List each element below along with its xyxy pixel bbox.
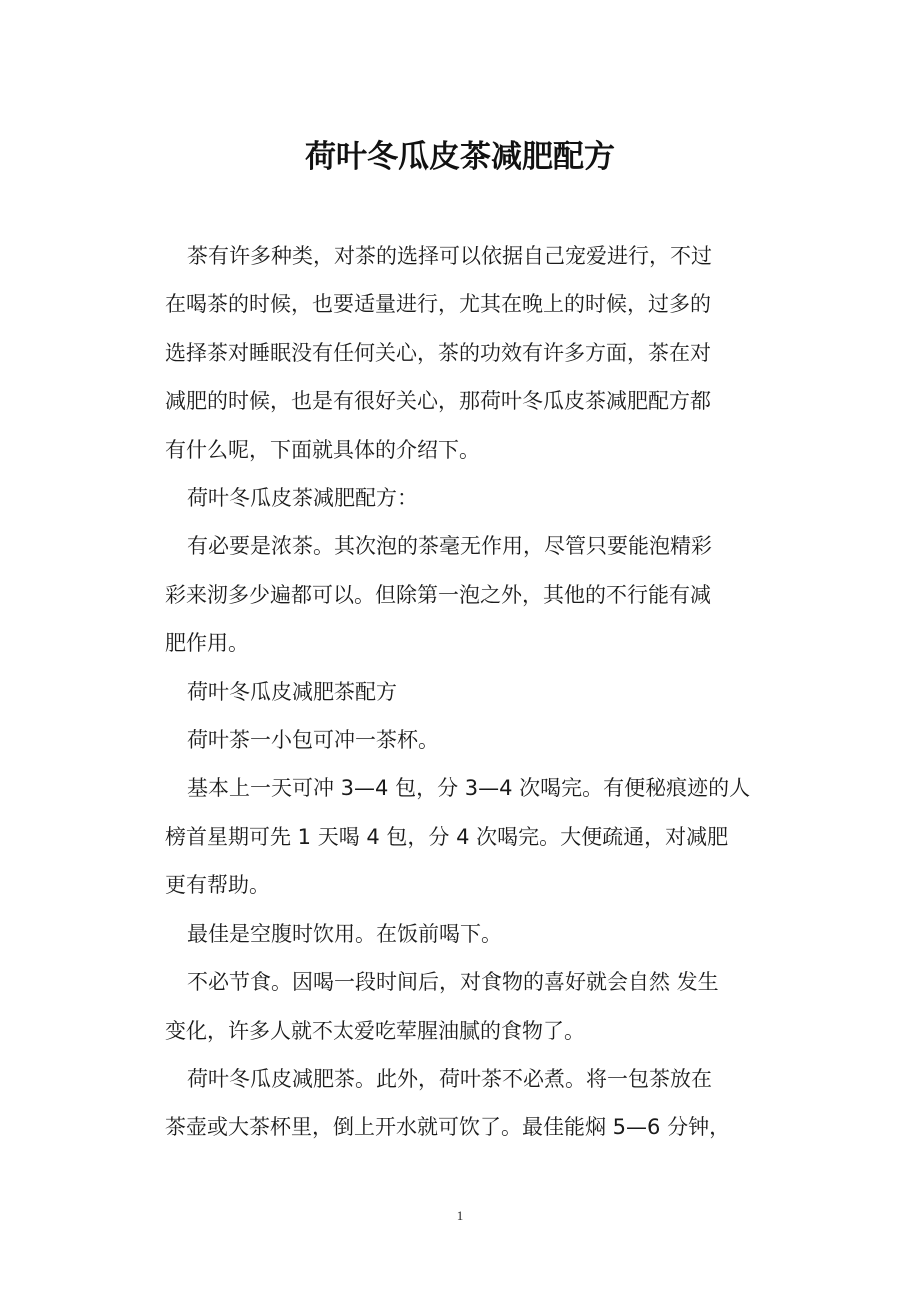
text-line: 基本上一天可冲 3—4 包，分 3—4 次喝完。有便秘痕迹的人 [187,776,751,801]
text-line: 有什么呢，下面就具体的介绍下。 [165,437,480,462]
paragraph-one-pack [165,716,787,764]
text-line: 更有帮助。 [165,873,270,898]
paragraph-brewing [165,1055,787,1152]
section-heading-recipe [165,474,787,522]
paragraph-empty-stomach [165,910,787,958]
text-line: 荷叶冬瓜皮减肥茶配方 [187,679,397,704]
text-line: 荷叶冬瓜皮减肥茶。此外，荷叶茶不必煮。将一包茶放在 [187,1066,712,1091]
text-line: 彩来沏多少遍都可以。但除第一泡之外，其他的不行能有减 [165,582,711,607]
paragraph-daily-dosage [165,764,787,909]
document-body [165,232,787,1152]
text-line: 荷叶冬瓜皮茶减肥配方： [187,486,418,511]
section-heading-tea-recipe [165,668,787,716]
text-line: 茶有许多种类，对茶的选择可以依据自己宠爱进行，不过 [187,244,712,268]
page-number: 1 [456,1208,464,1223]
text-line: 最佳是空腹时饮用。在饭前喝下。 [187,921,502,946]
text-line: 榜首星期可先 1 天喝 4 包，分 4 次喝完。大便疏通，对减肥 [165,824,729,849]
text-line: 在喝茶的时候，也要适量进行，尤其在晚上的时候，过多的 [165,292,711,317]
text-line: 不必节食。因喝一段时间后，对食物的喜好就会自然 发生 [187,970,719,995]
text-line: 荷叶茶一小包可冲一茶杯。 [187,728,439,753]
text-line: 选择茶对睡眠没有任何关心，茶的功效有许多方面，茶在对 [165,340,711,365]
text-line: 肥作用。 [165,631,249,656]
text-line: 茶壶或大茶杯里，倒上开水就可饮了。最佳能焖 5—6 分钟， [165,1115,731,1140]
text-line: 减肥的时候，也是有很好关心，那荷叶冬瓜皮茶减肥配方都 [165,389,711,414]
text-line: 变化，许多人就不太爱吃荤腥油腻的食物了。 [165,1018,585,1043]
paragraph-strong-tea [165,522,787,667]
paragraph-intro [165,232,787,474]
text-line: 有必要是浓茶。其次泡的茶毫无作用，尽管只要能泡精彩 [187,534,712,559]
paragraph-no-dieting [165,958,787,1055]
document-title: 荷叶冬瓜皮茶减肥配方 [305,139,615,175]
